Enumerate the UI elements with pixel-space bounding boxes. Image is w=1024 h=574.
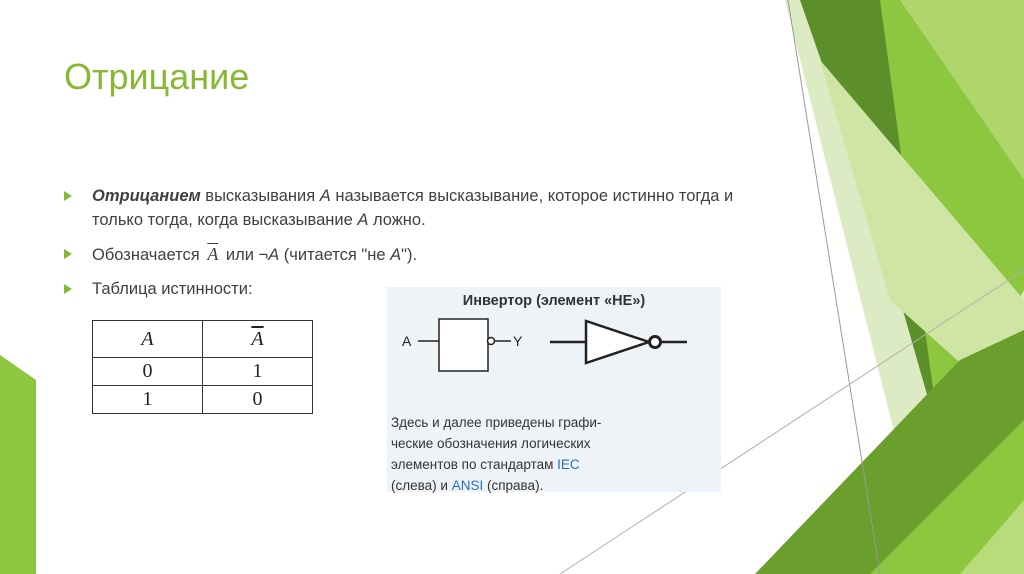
definition-text-3: ложно. [368, 211, 426, 229]
iec-input-label: A [402, 333, 412, 349]
header-not-a: $\overline{A}$ [203, 321, 313, 358]
iec-inversion-bubble [488, 338, 495, 345]
iec-output-label: Y [513, 333, 523, 349]
table-row [93, 358, 313, 386]
inverter-figure [387, 287, 721, 492]
definition-text-1: высказывания [200, 187, 320, 205]
truth-table [92, 320, 313, 414]
figure-caption [391, 412, 717, 496]
notation-text-1: Обозначается [92, 246, 205, 264]
notation-text-4: "). [401, 246, 418, 264]
caption-line-1: Здесь и далее приведены графи- [391, 415, 602, 430]
notation-overline-a: $\overline{A}$ [207, 244, 219, 264]
definition-var-1: А [319, 187, 331, 205]
notation-var: А [268, 246, 280, 264]
table-cell: 1 [203, 358, 313, 386]
table-row [93, 386, 313, 414]
header-a: A [93, 321, 203, 358]
triangle-bullet-icon [64, 191, 72, 201]
ansi-inverter-triangle [586, 321, 649, 363]
truth-table-label: Таблица истинности: [92, 280, 253, 298]
definition-text-2: называется высказывание, которое истинно тогда и только тогда, когда высказывание [92, 187, 734, 229]
notation-text-2: или ¬ [221, 246, 269, 264]
term-negation: Отрицанием [92, 187, 201, 205]
standard-ansi: ANSI [451, 478, 484, 493]
table-cell: 1 [93, 386, 203, 414]
table-cell: 0 [93, 358, 203, 386]
truth-table-header [93, 321, 313, 358]
caption-line-4: (слева) и ANSI (справа). [391, 478, 544, 493]
triangle-bullet-icon [64, 284, 72, 294]
triangle-bullet-icon [64, 249, 72, 259]
slide-title: Отрицание [64, 56, 250, 97]
table-cell: 0 [203, 386, 313, 414]
caption-line-3: элементов по стандартам IEC [391, 457, 580, 472]
notation-var-2: А [390, 246, 402, 264]
bullet-definition [64, 184, 784, 232]
ansi-inversion-bubble [650, 337, 661, 348]
bullet-notation [64, 242, 784, 267]
inverter-diagram [387, 313, 721, 409]
caption-line-2: ческие обозначения логических [391, 436, 591, 451]
figure-title: Инвертор (элемент «НЕ») [462, 293, 646, 309]
notation-text-3: (читается "не [279, 246, 391, 264]
iec-inverter-box [439, 319, 488, 371]
standard-iec: IEC [557, 457, 580, 472]
definition-var-2: А [357, 211, 369, 229]
